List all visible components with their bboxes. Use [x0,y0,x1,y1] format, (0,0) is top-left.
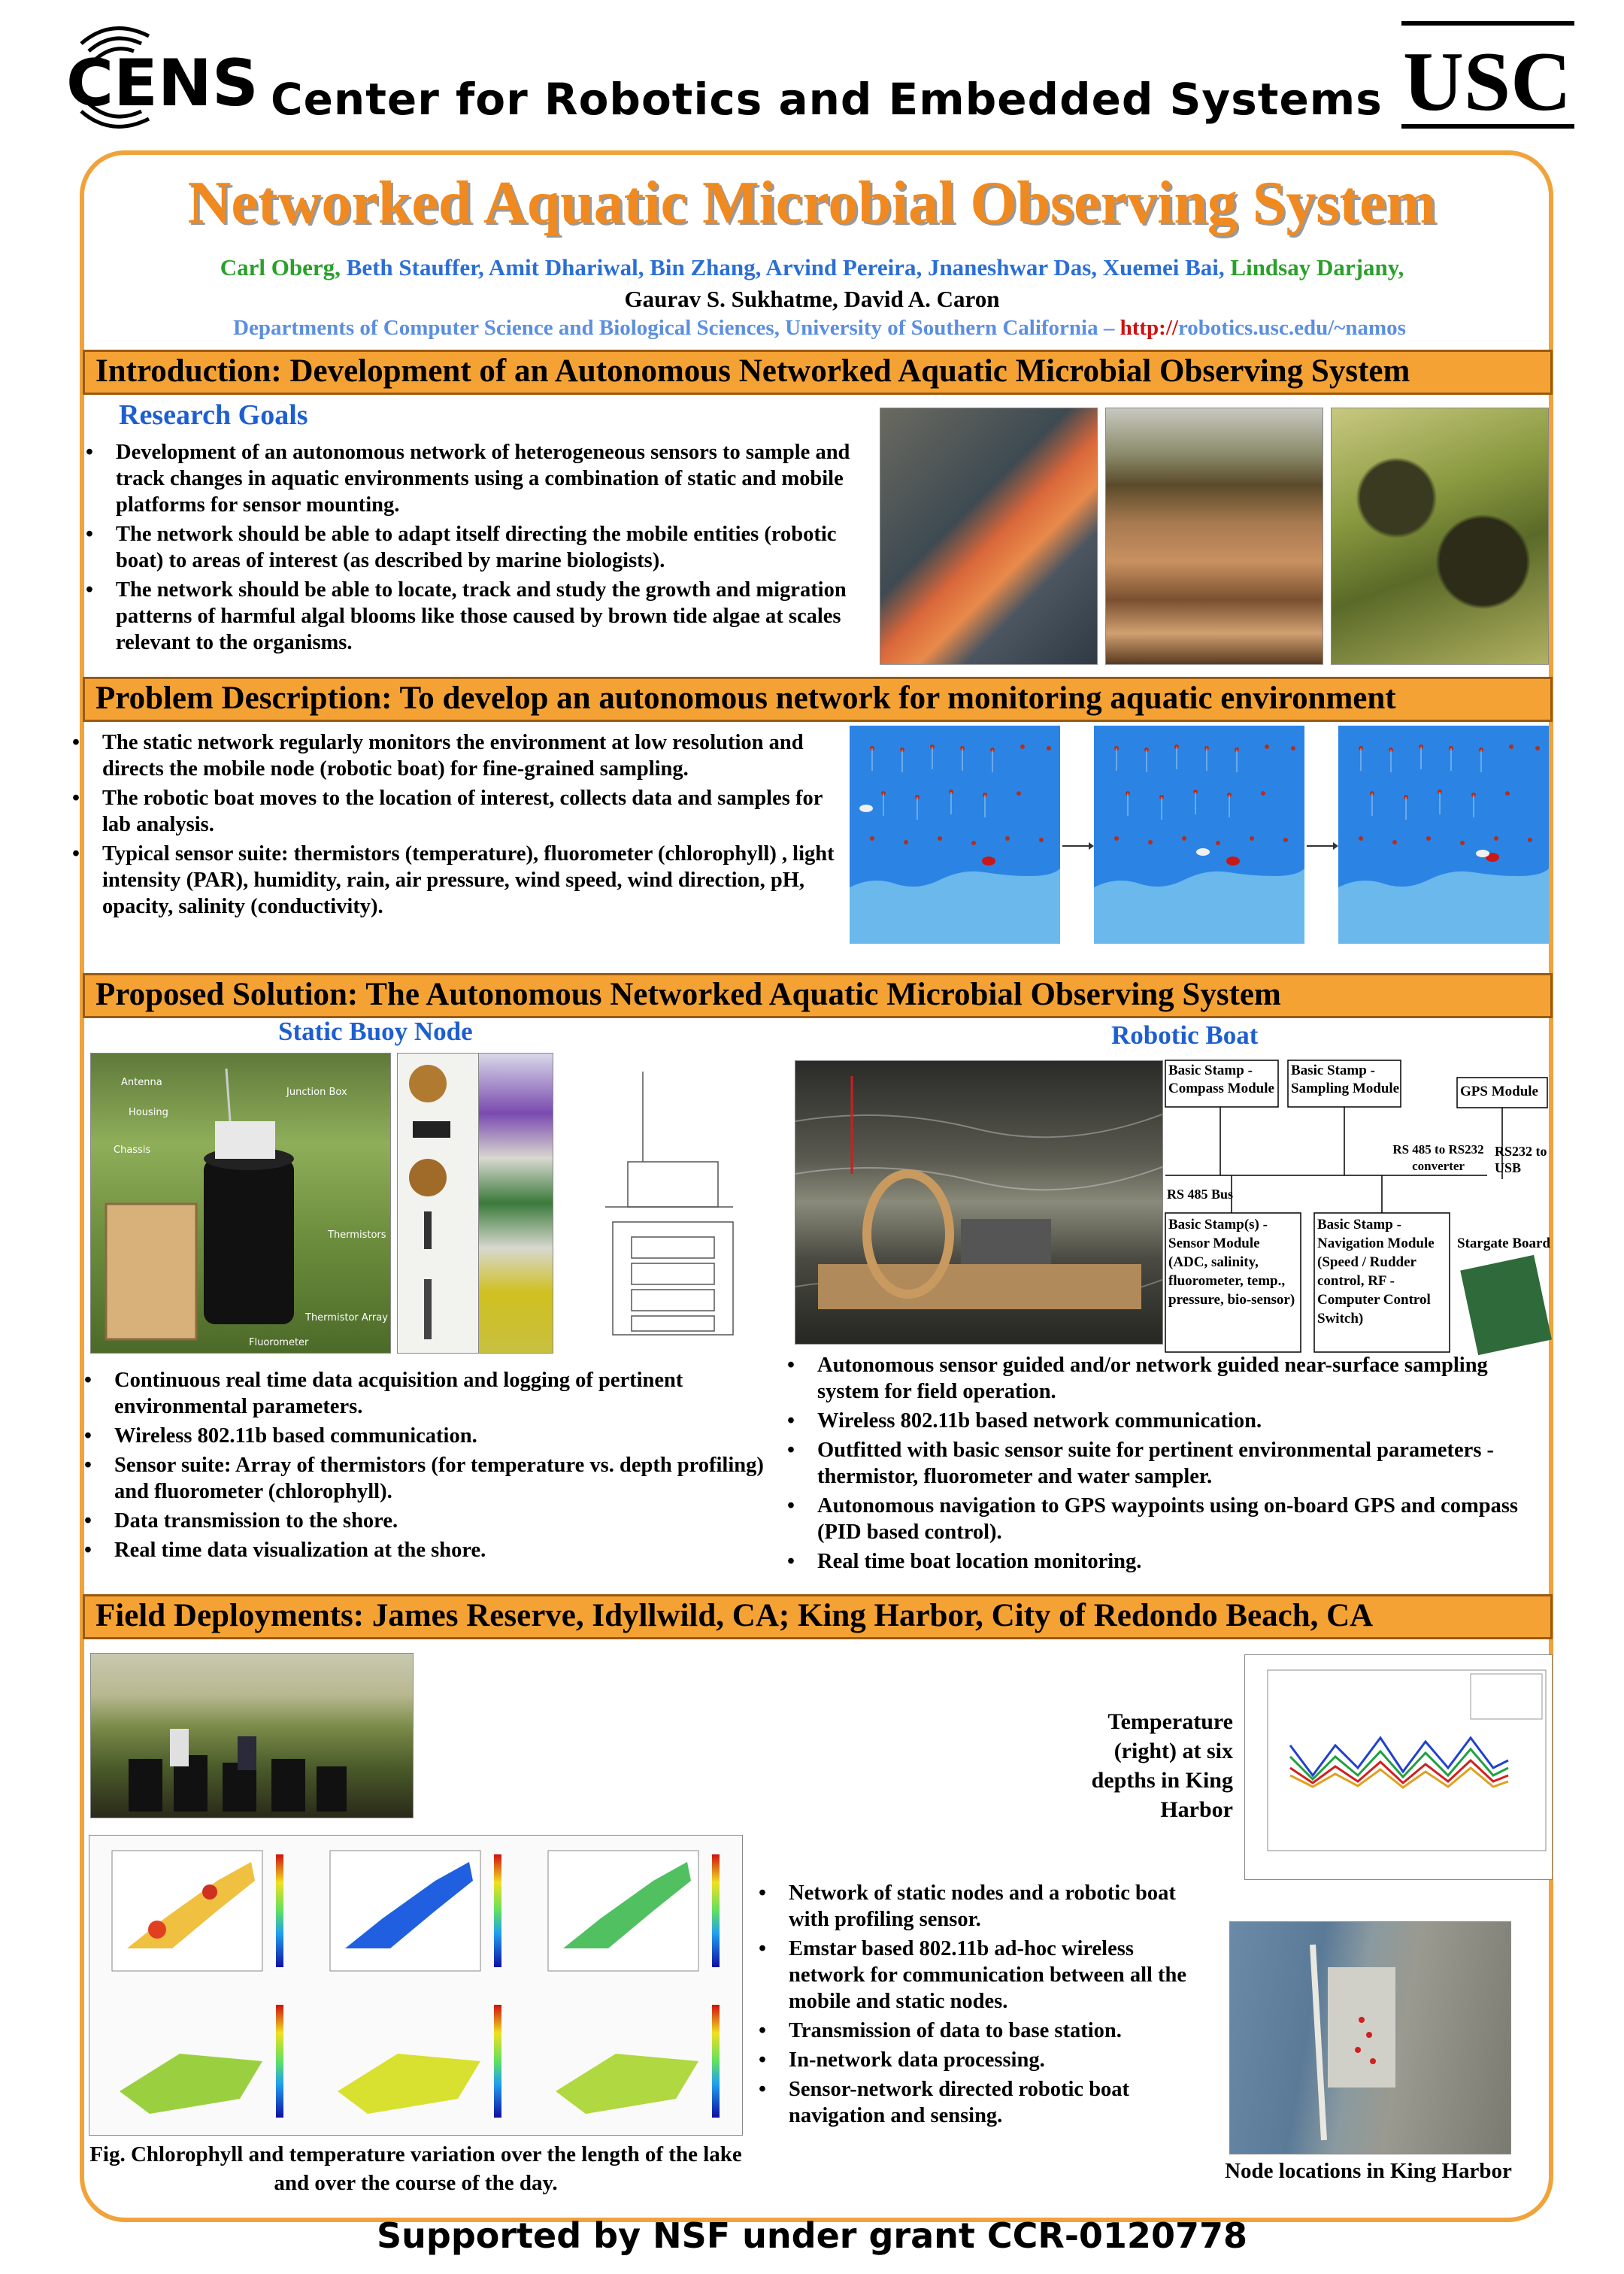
boat-block-diagram [1164,1059,1555,1390]
list-item: • The network should be able to locate, track and study the growth and migration patterns of harmful algal blooms like those caused by brown tide algae at scales relevant to the organisms. [83,577,865,656]
robotic-boat-heading: Robotic Boat [1111,1020,1259,1050]
svg-text:USC: USC [1403,35,1572,129]
stargate-board-image [1460,1255,1552,1355]
list-item: • Data transmission to the shore. [81,1508,773,1534]
poster-title: Networked Aquatic Microbial Observing System [187,170,1437,236]
list-item: • Autonomous sensor guided and/or network guided near-surface sampling system for field operation. [784,1352,1551,1405]
king-harbor-map [1229,1921,1511,2154]
list-item: • The static network regularly monitors the environment at low resolution and directs the mobile node (robotic boat) for fine-grained sampling. [69,729,851,782]
list-item: • Typical sensor suite: thermistors (temperature), fluorometer (chlorophyll) , light intensity (PAR), humidity, rain, air pressure, wind speed, wind direction, pH, opacity, salinity (conductivity). [69,841,851,920]
author-green-b: Lindsay Darjany, [1230,254,1404,280]
static-buoy-heading: Static Buoy Node [278,1017,473,1046]
label-thermistors: Thermistors [328,1229,386,1241]
diagram-sampling: Basic Stamp - Sampling Module [1291,1063,1400,1096]
label-housing: Housing [129,1107,168,1118]
diagram-rs485bus: RS 485 Bus [1167,1187,1234,1202]
intro-bullets [83,439,865,659]
network-simulation-figure [850,726,1549,944]
project-link[interactable]: http:// [1120,316,1178,340]
list-item: • Sensor-network directed robotic boat navigation and sensing. [756,2076,1192,2129]
diagram-converter: RS 485 to RS232 converter [1392,1142,1484,1173]
diagram-compass: Basic Stamp - Compass Module [1168,1063,1274,1096]
temperature-caption: Temperature (right) at six depths in King Harbor [1091,1709,1233,1822]
boat-photo [795,1060,1163,1345]
list-item: • Real time boat location monitoring. [784,1548,1551,1575]
diagram-sensor: Basic Stamp(s) - Sensor Module (ADC, salinity, fluorometer, temp., pressure, bio-sensor) [1168,1217,1295,1308]
usc-logo [1401,15,1574,135]
list-item: • In-network data processing. [756,2047,1192,2073]
algal-bloom-photo [1331,408,1549,665]
list-item: • Wireless 802.11b based network communication. [784,1408,1551,1434]
temperature-chart [1244,1654,1553,1880]
author-green-a: Carl Oberg, [220,254,341,280]
svg-text:CENS: CENS [66,46,259,121]
circuit-boards-photo [478,1053,553,1354]
label-thermistor-array: Thermistor Array [305,1312,388,1323]
map-caption: Node locations in King Harbor [1225,2159,1512,2183]
list-item: • Continuous real time data acquisition and logging of pertinent environmental parameters. [81,1367,773,1420]
problem-heading: Problem Description: To develop an autonomous network for monitoring aquatic environment [83,677,1553,722]
chlorophyll-temperature-plots [89,1835,743,2136]
field-bullets [756,1880,1192,2132]
list-item: • Emstar based 802.11b ad-hoc wireless network for communication between all the mobile and static nodes. [756,1936,1192,2015]
james-reserve-photo [90,1653,414,1818]
list-item: • Autonomous navigation to GPS waypoints using on-board GPS and compass (PID based control). [784,1493,1551,1545]
diagram-rs232usb: RS232 to USB [1495,1144,1547,1175]
research-goals-heading: Research Goals [119,399,308,431]
problem-bullets [69,729,851,923]
figure-caption: Fig. Chlorophyll and temperature variation over the length of the lake and over the course of the day. [89,2142,742,2195]
list-item: • Outfitted with basic sensor suite for pertinent environmental parameters - thermistor, fluorometer and water sampler. [784,1437,1551,1490]
list-item: • Development of an autonomous network of heterogeneous sensors to sample and track changes in aquatic environments using a combination of static and mobile platforms for sensor mounting. [83,439,865,518]
authors-line2: Gaurav S. Sukhatme, David A. Caron [624,286,1000,312]
label-junction-box: Junction Box [286,1087,347,1098]
label-antenna: Antenna [121,1077,162,1088]
buoy-schematic [560,1057,763,1354]
intro-heading: Introduction: Development of an Autonomous Networked Aquatic Microbial Observing System [83,350,1553,395]
affiliation: Departments of Computer Science and Biological Sciences, University of Southern California – http://robotics.usc.edu/~namos [233,316,1406,340]
river-algae-photo [1105,408,1323,665]
boat-bullets [784,1352,1551,1578]
diagram-gps: GPS Module [1460,1084,1538,1099]
list-item: • Sensor suite: Array of thermistors (for temperature vs. depth profiling) and fluorometer (chlorophyll). [81,1452,773,1505]
diagram-stargate: Stargate Board [1457,1236,1551,1251]
list-item: • Network of static nodes and a robotic boat with profiling sensor. [756,1880,1192,1933]
solution-heading: Proposed Solution: The Autonomous Networked Aquatic Microbial Observing System [83,973,1553,1018]
list-item: • Real time data visualization at the shore. [81,1537,773,1563]
list-item: • The network should be able to adapt itself directing the mobile entities (robotic boat) to areas of interest (as described by marine biologists). [83,521,865,574]
diagram-navigation: Basic Stamp - Navigation Module (Speed / Rudder control, RF - Computer Control Switch) [1317,1217,1435,1326]
list-item: • The robotic boat moves to the location of interest, collects data and samples for lab analysis. [69,785,851,838]
list-item: • Transmission of data to base station. [756,2018,1192,2044]
buoy-photo [90,1053,391,1354]
header-title: Center for Robotics and Embedded Systems [271,74,1383,125]
footer-acknowledgement: Supported by NSF under grant CCR-0120778 [377,2215,1247,2256]
list-item: • Wireless 802.11b based communication. [81,1423,773,1449]
cens-logo [66,21,262,134]
buoy-bullets [81,1367,773,1566]
authors-blue: Beth Stauffer, Amit Dhariwal, Bin Zhang, Arvind Pereira, Jnaneshwar Das, Xuemei Bai, [346,254,1225,280]
label-chassis: Chassis [114,1145,151,1156]
label-fluorometer: Fluorometer [249,1337,309,1348]
red-tide-photo [880,408,1098,665]
field-heading: Field Deployments: James Reserve, Idyllwild, CA; King Harbor, City of Redondo Beach, CA [83,1594,1553,1639]
authors [90,252,1534,315]
